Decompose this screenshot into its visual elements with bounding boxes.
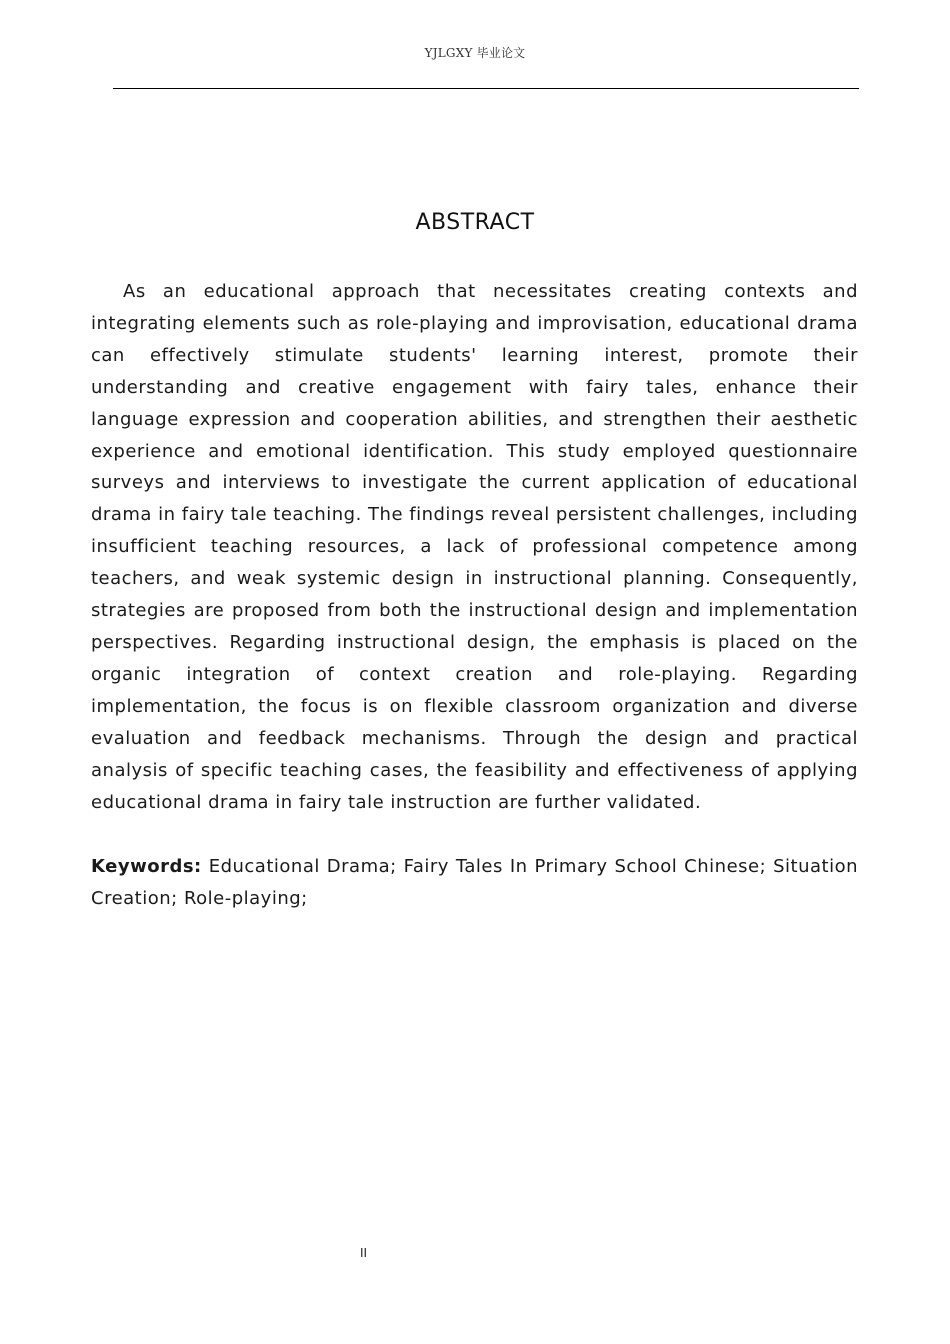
page-number: II [360, 1246, 368, 1260]
header-divider [113, 88, 859, 89]
running-header: YJLGXY 毕业论文 [424, 46, 526, 60]
keywords-text: Educational Drama; Fairy Tales In Primary School Chinese; Situation Creation; Role-playing; [91, 856, 858, 909]
abstract-title: ABSTRACT [415, 210, 535, 235]
keywords-paragraph [91, 851, 858, 915]
abstract-body: As an educational approach that necessitates creating contexts and integrating elements such as role-playing and improvisation, educational drama can effectively stimulate students' learning interest, promote their understanding and creative engagement with fairy tales, enhance their language expression and cooperation abilities, and strengthen their aesthetic experience and emotional identification. This study employed questionnaire surveys and interviews to investigate the current application of educational drama in fairy tale teaching. The findings reveal persistent challenges, including insufficient teaching resources, a lack of professional competence among teachers, and weak systemic design in instructional planning. Consequently, strategies are proposed from both the instructional design and implementation perspectives. Regarding instructional design, the emphasis is placed on the organic integration of context creation and role-playing. Regarding implementation, the focus is on flexible classroom organization and diverse evaluation and feedback mechanisms. Through the design and practical analysis of specific teaching cases, the feasibility and effectiveness of applying educational drama in fairy tale instruction are further validated. [91, 281, 859, 813]
keywords-label: Keywords: [91, 856, 202, 877]
